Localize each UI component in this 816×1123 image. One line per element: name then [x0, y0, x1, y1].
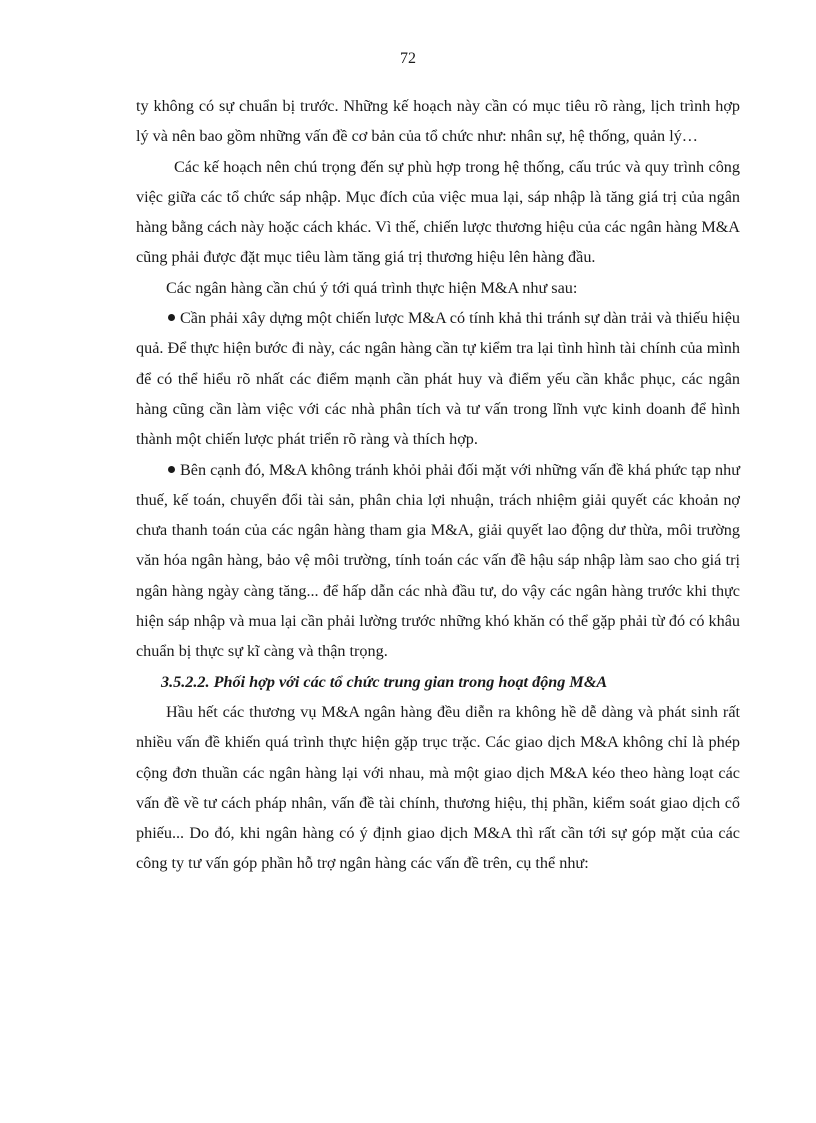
section-heading: 3.5.2.2. Phối hợp với các tổ chức trung gian trong hoạt động M&A [161, 672, 608, 691]
page-number: 72 [400, 50, 416, 67]
paragraph-intro-list: Các ngân hàng cần chú ý tới quá trình thực hiện M&A như sau: [166, 278, 578, 297]
paragraph-intermediaries: Hầu hết các thương vụ M&A ngân hàng đều diễn ra không hề dễ dàng và phát sinh rất nhiều vấn đề khiến quá trình thực hiện gặp trục trặc. Các giao dịch M&A không chỉ là phép cộng đơn thuần các ngân hàng lại với nhau, mà một giao dịch M&A kéo theo hàng loạt các vấn đề về tư cách pháp nhân, vấn đề tài chính, thương hiệu, thị phần, kiểm soát giao dịch cổ phiếu... Do đó, khi ngân hàng có ý định giao dịch M&A thì rất cần tới sự góp mặt của các công ty tư vấn góp phần hỗ trợ ngân hàng các vấn đề trên, cụ thể như: [136, 702, 740, 873]
bullet-text: Bên cạnh đó, M&A không tránh khỏi phải đối mặt với những vấn đề khá phức tạp như thuế, kế toán, chuyển đổi tài sản, phân chia lợi nhuận, trách nhiệm giải quyết các khoản nợ chưa thanh toán của các ngân hàng tham gia M&A, giải quyết lao động dư thừa, môi trường văn hóa ngân hàng, bảo vệ môi trường, tính toán các vấn đề hậu sáp nhập làm sao cho giá trị ngân hàng ngày càng tăng... để hấp dẫn các nhà đầu tư, do vậy các ngân hàng trước khi thực hiện sáp nhập và mua lại cần phải lường trước những khó khăn có thể gặp phải từ đó có khâu chuẩn bị thực sự kĩ càng và thận trọng. [136, 460, 740, 661]
paragraph-plans: Các kế hoạch nên chú trọng đến sự phù hợp trong hệ thống, cấu trúc và quy trình công việc giữa các tổ chức sáp nhập. Mục đích của việc mua lại, sáp nhập là tăng giá trị của ngân hàng bằng cách này hoặc cách khác. Vì thế, chiến lược thương hiệu của các ngân hàng M&A cũng phải được đặt mục tiêu làm tăng giá trị thương hiệu lên hàng đầu. [136, 157, 740, 267]
bullet-text: Cần phải xây dựng một chiến lược M&A có tính khả thi tránh sự dàn trải và thiếu hiệu quả. Để thực hiện bước đi này, các ngân hàng cần tự kiểm tra lại tình hình tài chính của mình để có thể hiểu rõ nhất các điểm mạnh cần phát huy và điểm yếu cần khắc phục, các ngân hàng cũng cần làm việc với các nhà phân tích và tư vấn trong lĩnh vực kinh doanh để hình thành một chiến lược phát triển rõ ràng và thích hợp. [136, 309, 740, 449]
page-body [136, 91, 740, 879]
bullet-icon [168, 314, 175, 321]
bullet-icon [168, 466, 175, 473]
paragraph-continuation: ty không có sự chuẩn bị trước. Những kế hoạch này cần có mục tiêu rõ ràng, lịch trình hợp lý và nên bao gồm những vấn đề cơ bản của tổ chức như: nhân sự, hệ thống, quản lý… [136, 97, 740, 146]
bullet-item-strategy [136, 303, 740, 454]
bullet-item-issues [136, 455, 740, 667]
